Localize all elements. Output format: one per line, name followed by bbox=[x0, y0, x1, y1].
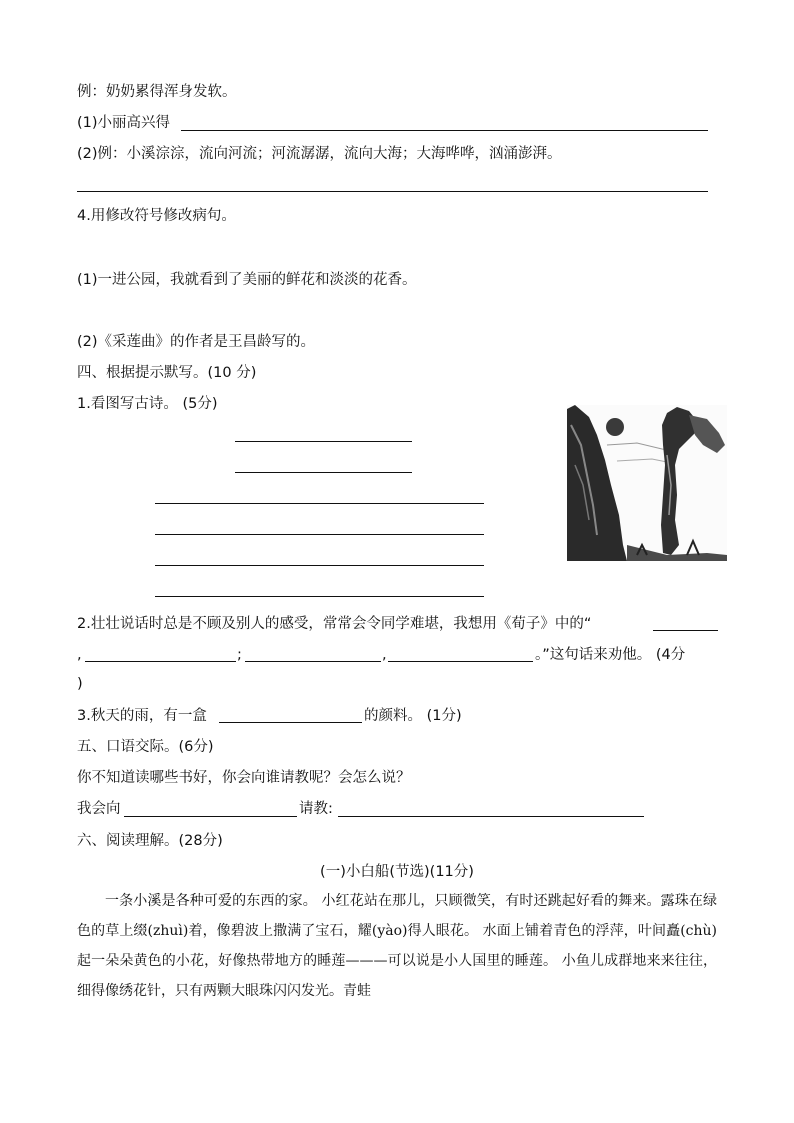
section-5-heading: 五、口语交际。(6分) bbox=[77, 739, 214, 755]
question-4-2-ending: 。”这句话来劝他。 (4分 bbox=[535, 647, 686, 663]
poem-title-line[interactable] bbox=[235, 441, 412, 442]
whom-to-ask-line[interactable] bbox=[124, 816, 297, 817]
ink-landscape-illustration bbox=[567, 405, 727, 561]
question-4-2-prompt: 2.壮壮说话时总是不顾及别人的感受，常常会令同学难堪，我想用《荀子》中的“ bbox=[77, 616, 592, 632]
question-3-2-example: (2)例：小溪淙淙，流向河流；河流潺潺，流向大海；大海哗哗，汹涌澎湃。 bbox=[77, 146, 562, 162]
passage-text: 一条小溪是各种可爱的东西的家。 小红花站在那儿，只顾微笑，有时还跳起好看的舞来。露珠在绿色的草上缀(zhuì)着，像碧波上撒满了宝石，耀(yào)得人眼花。 水面上铺着青色的浮萍，叶间矗(chù)起一朵朵黄色的小花，好像热带地方的睡莲———可以说是小人国里的睡莲。 小鱼儿成群地来来往往，细得像绣花针，只有两颗大眼珠闪闪发光。青蛙 bbox=[77, 893, 717, 999]
question-3-1-label: (1)小丽高兴得 bbox=[77, 115, 171, 131]
question-4-3-prefix: 3.秋天的雨，有一盒 bbox=[77, 708, 207, 724]
answer-prefix: 我会向 bbox=[77, 801, 121, 817]
poem-author-line[interactable] bbox=[235, 472, 412, 473]
example-sentence: 例：奶奶累得浑身发软。 bbox=[77, 84, 237, 100]
question-4-title: 4.用修改符号修改病句。 bbox=[77, 208, 236, 224]
quote-blank-3[interactable] bbox=[245, 661, 381, 662]
quote-blank-4[interactable] bbox=[388, 661, 533, 662]
question-4-1-sentence: (1)一进公园，我就看到了美丽的鲜花和淡淡的花香。 bbox=[77, 272, 417, 288]
section-5-question: 你不知道读哪些书好，你会向谁请教呢？会怎么说？ bbox=[77, 770, 411, 786]
poem-line-3[interactable] bbox=[155, 565, 484, 566]
question-4-1-poem-prompt: 1.看图写古诗。 (5分) bbox=[77, 396, 218, 412]
answer-line-3-2[interactable] bbox=[77, 191, 708, 192]
poem-line-2[interactable] bbox=[155, 534, 484, 535]
poem-line-4[interactable] bbox=[155, 596, 484, 597]
quote-blank-1[interactable] bbox=[653, 630, 718, 631]
answer-middle: 请教: bbox=[299, 801, 333, 817]
quote-blank-2[interactable] bbox=[85, 661, 236, 662]
section-4-heading: 四、根据提示默写。(10 分) bbox=[77, 365, 257, 381]
question-4-3-suffix: 的颜料。 (1分) bbox=[364, 708, 462, 724]
section-6-heading: 六、阅读理解。(28分) bbox=[77, 833, 223, 849]
answer-line-3-1[interactable] bbox=[181, 130, 708, 131]
punct-comma-1: , bbox=[77, 647, 82, 663]
question-4-2-sentence: (2)《采莲曲》的作者是王昌龄写的。 bbox=[77, 334, 316, 350]
poem-line-1[interactable] bbox=[155, 503, 484, 504]
what-to-say-line[interactable] bbox=[338, 816, 644, 817]
passage-title: (一)小白船(节选)(11分) bbox=[320, 864, 474, 880]
question-4-2-close: ) bbox=[77, 676, 83, 692]
answer-line-4-3[interactable] bbox=[219, 722, 362, 723]
punct-comma-2: , bbox=[382, 647, 387, 663]
punct-semicolon: ; bbox=[237, 647, 242, 663]
